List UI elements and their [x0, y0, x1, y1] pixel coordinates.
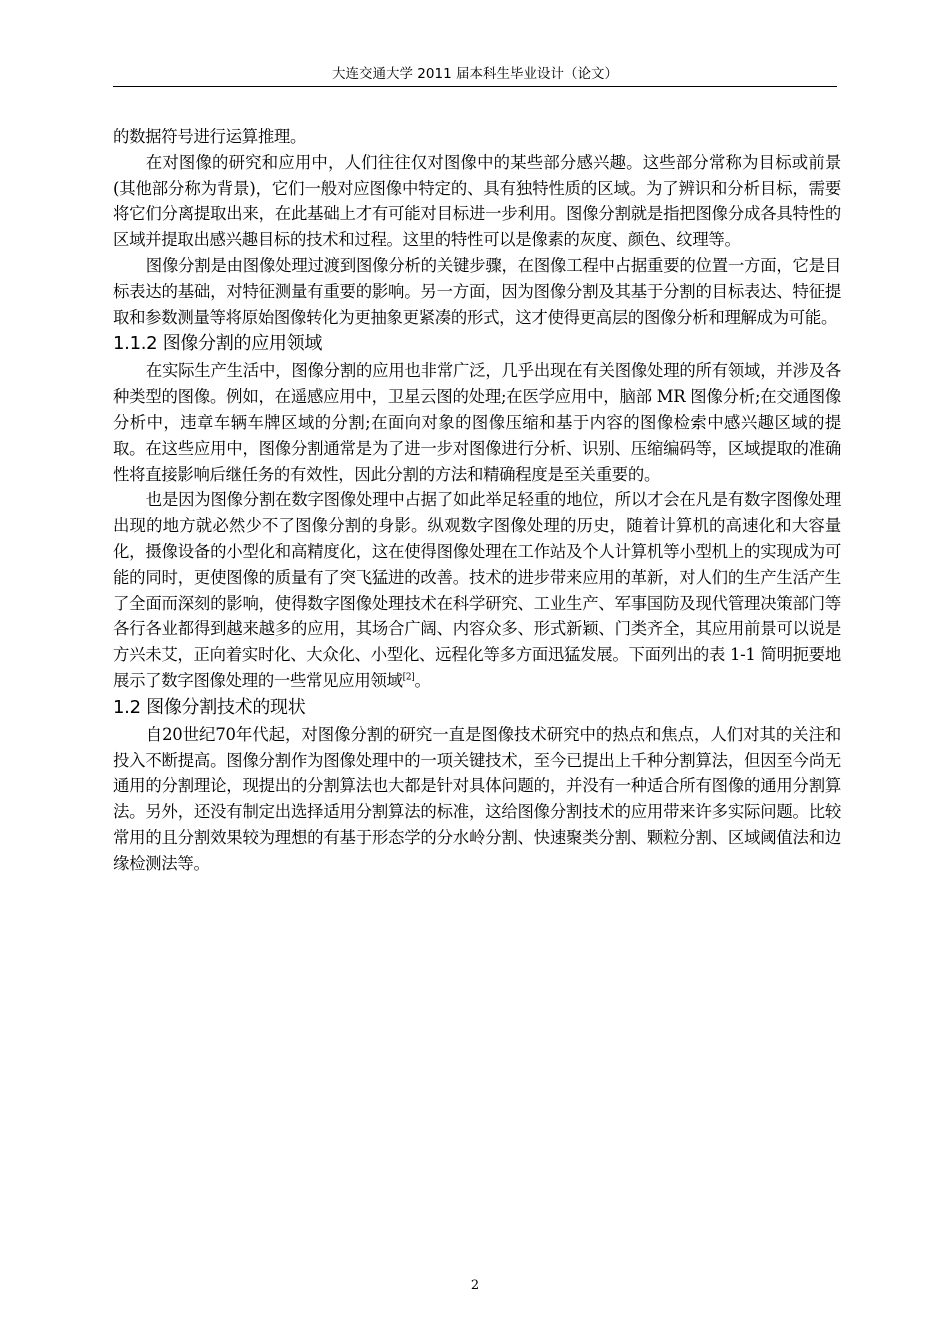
page-header [113, 64, 837, 87]
paragraph: 的数据符号进行运算推理。 [113, 127, 307, 146]
paragraph-end: 。 [414, 670, 431, 690]
paragraph: 在对图像的研究和应用中，人们往往仅对图像中的某些部分感兴趣。这些部分常称为目标或前景(其他部分称为背景)，它们一般对应图像中特定的、具有独特性质的区域。为了辨识和分析目标，需要将它们分离提取出来，在此基础上才有可能对目标进一步利用。图像分割就是指把图像分成各具特性的区域并提取出感兴趣目标的技术和过程。这里的特性可以是像素的灰度、颜色、纹理等。 [113, 152, 841, 250]
page-number: 2 [470, 1278, 480, 1293]
document-body [113, 124, 841, 877]
paragraph: 自20世纪70年代起，对图像分割的研究一直是图像技术研究中的热点和焦点，人们对其的关注和投入不断提高。图像分割作为图像处理中的一项关键技术，至今已提出上千种分割算法，但因至今尚无通用的分割理论，现提出的分割算法也大都是针对具体问题的，并没有一种适合所有图像的通用分割算法。另外，还没有制定出选择适用分割算法的标准，这给图像分割技术的应用带来许多实际问题。比较常用的且分割效果较为理想的有基于形态学的分水岭分割、快速聚类分割、颗粒分割、区域阈值法和边缘检测法等。 [113, 724, 841, 873]
section-heading: 1.2 图像分割技术的现状 [113, 696, 306, 718]
citation-ref: [2] [402, 672, 415, 683]
paragraph [113, 487, 841, 693]
section-heading: 1.1.2 图像分割的应用领域 [113, 333, 323, 355]
paragraph: 图像分割是由图像处理过渡到图像分析的关键步骤，在图像工程中占据重要的位置一方面，它是目标表达的基础，对特征测量有重要的影响。另一方面，因为图像分割及其基于分割的目标表达、特征提取和参数测量等将原始图像转化为更抽象更紧凑的形式，这才使得更高层的图像分析和理解成为可能。 [113, 255, 841, 327]
paragraph: 在实际生产生活中，图像分割的应用也非常广泛，几乎出现在有关图像处理的所有领域，并涉及各种类型的图像。例如，在遥感应用中，卫星云图的处理;在医学应用中，脑部 MR 图像分析;在交通图像分析中，违章车辆车牌区域的分割;在面向对象的图像压缩和基于内容的图像检索中感兴趣区域的提取。在这些应用中，图像分割通常是为了进一步对图像进行分析、识别、压缩编码等，区域提取的准确性将直接影响后继任务的有效性，因此分割的方法和精确程度是至关重要的。 [113, 361, 841, 484]
header-title: 大连交通大学 2011 届本科生毕业设计（论文） [332, 66, 618, 82]
paragraph-text: 也是因为图像分割在数字图像处理中占据了如此举足轻重的地位，所以才会在凡是有数字图像处理出现的地方就必然少不了图像分割的身影。纵观数字图像处理的历史，随着计算机的高速化和大容量化，摄像设备的小型化和高精度化，这在使得图像处理在工作站及个人计算机等小型机上的实现成为可能的同时，更使图像的质量有了突飞猛进的改善。技术的进步带来应用的革新，对人们的生产生活产生了全面而深刻的影响，使得数字图像处理技术在科学研究、工业生产、军事国防及现代管理决策部门等各行各业都得到越来越多的应用，其场合广阔、内容众多、形式新颖、门类齐全，其应用前景可以说是方兴未艾，正向着实时化、大众化、小型化、远程化等多方面迅猛发展。下面列出的表 1-1 简明扼要地展示了数字图像处理的一些常见应用领域 [113, 490, 841, 690]
